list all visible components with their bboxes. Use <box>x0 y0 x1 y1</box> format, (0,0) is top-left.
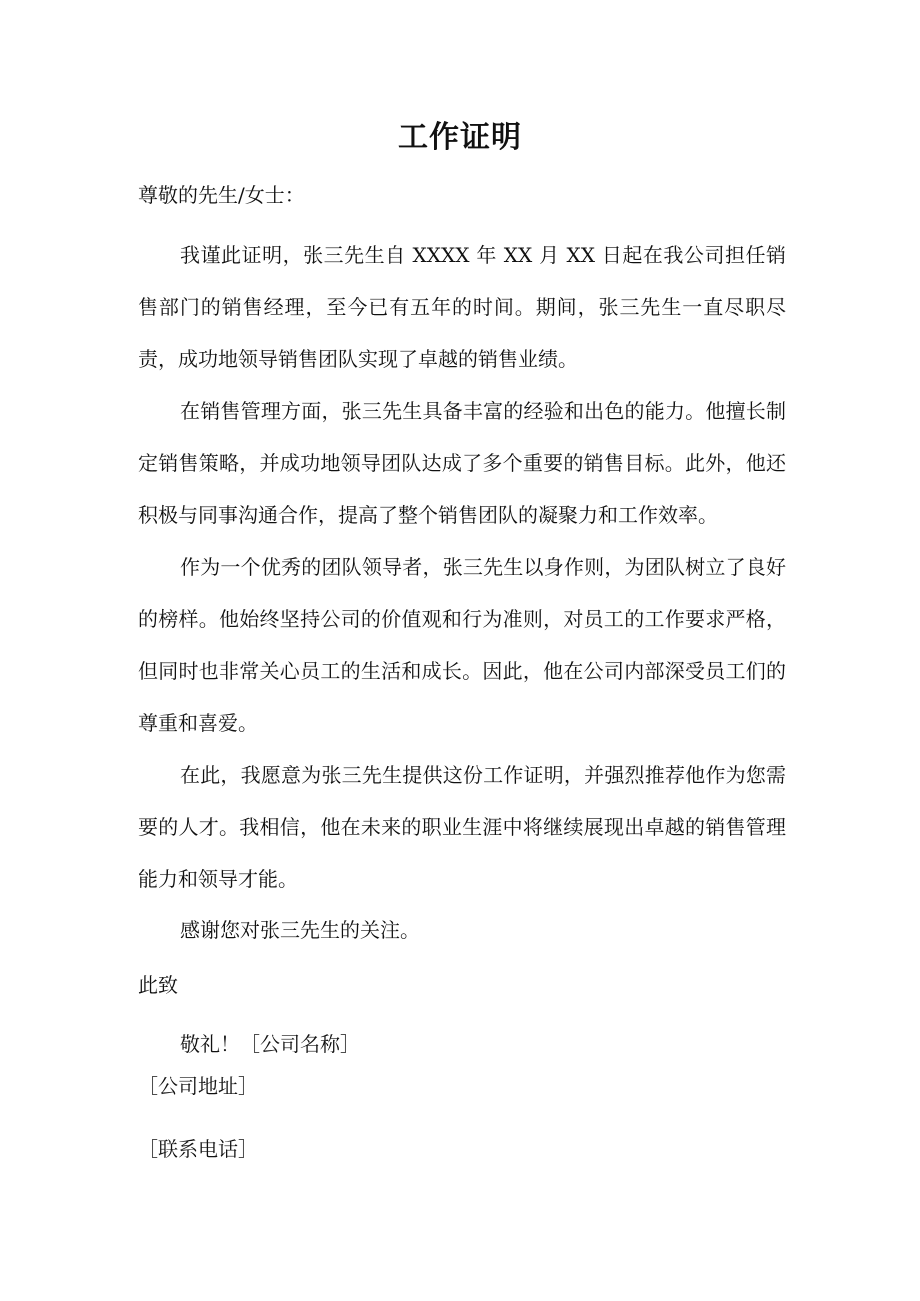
paragraph-employment-statement: 我谨此证明，张三先生自 XXXX 年 XX 月 XX 日起在我公司担任销售部门的销售经理，至今已有五年的时间。期间，张三先生一直尽职尽责，成功地领导销售团队实现了卓越的销售业绩。 <box>138 243 786 371</box>
company-address: ［公司地址］ <box>138 1074 258 1098</box>
document-title: 工作证明 <box>398 120 522 155</box>
salutation: 尊敬的先生/女士： <box>138 183 305 207</box>
regards-company-name: 敬礼！［公司名称］ <box>180 1032 360 1056</box>
closing-phrase: 此致 <box>138 973 178 997</box>
paragraph-thanks: 感谢您对张三先生的关注。 <box>180 918 420 942</box>
paragraph-sales-management: 在销售管理方面，张三先生具备丰富的经验和出色的能力。他擅长制定销售策略，并成功地领导团队达成了多个重要的销售目标。此外，他还积极与同事沟通合作，提高了整个销售团队的凝聚力和工作效率。 <box>138 399 786 527</box>
company-phone: ［联系电话］ <box>138 1137 258 1161</box>
paragraph-team-leadership: 作为一个优秀的团队领导者，张三先生以身作则，为团队树立了良好的榜样。他始终坚持公司的价值观和行为准则，对员工的工作要求严格，但同时也非常关心员工的生活和成长。因此，他在公司内部深受员工们的尊重和喜爱。 <box>138 555 786 735</box>
paragraph-recommendation: 在此，我愿意为张三先生提供这份工作证明，并强烈推荐他作为您需要的人才。我相信，他在未来的职业生涯中将继续展现出卓越的销售管理能力和领导才能。 <box>138 763 786 891</box>
